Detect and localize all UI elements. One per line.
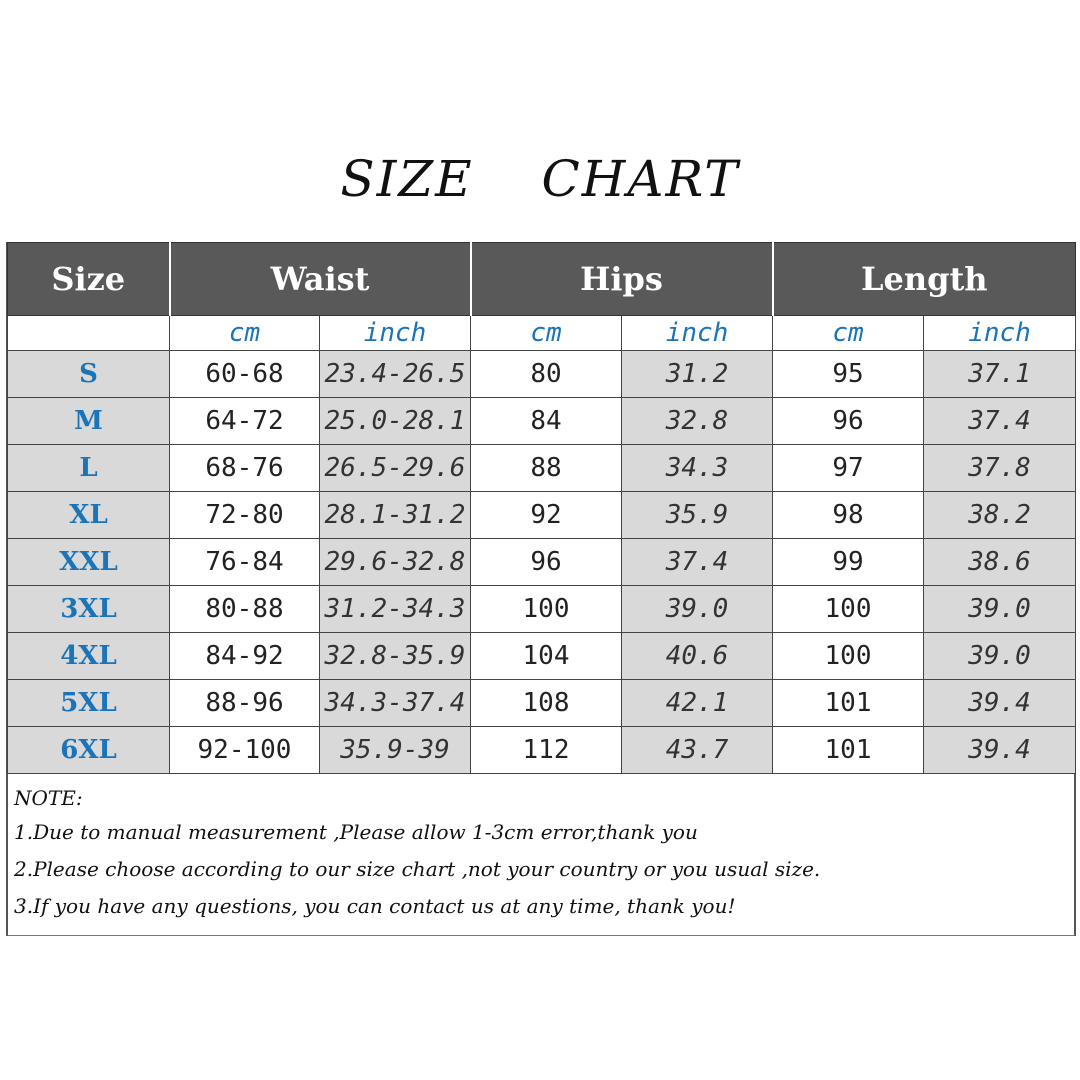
unit-waist-inch: inch [320, 316, 471, 351]
header-waist: Waist [170, 243, 471, 316]
table-row [8, 351, 1076, 398]
size-cell: 5XL [8, 680, 170, 727]
length-cm-cell: 100 [773, 586, 924, 633]
hips-inch-cell: 43.7 [622, 727, 773, 774]
waist-cm-cell: 72-80 [170, 492, 320, 539]
hips-inch-cell: 35.9 [622, 492, 773, 539]
table-row [8, 445, 1076, 492]
length-inch-cell: 39.0 [924, 633, 1076, 680]
waist-inch-cell: 35.9-39 [320, 727, 471, 774]
length-cm-cell: 95 [773, 351, 924, 398]
header-size: Size [8, 243, 170, 316]
header-row [8, 243, 1076, 316]
length-cm-cell: 98 [773, 492, 924, 539]
length-cm-cell: 99 [773, 539, 924, 586]
hips-cm-cell: 104 [471, 633, 622, 680]
size-cell: M [8, 398, 170, 445]
table-body [8, 351, 1076, 774]
waist-inch-cell: 29.6-32.8 [320, 539, 471, 586]
length-cm-cell: 97 [773, 445, 924, 492]
hips-inch-cell: 32.8 [622, 398, 773, 445]
table-row [8, 633, 1076, 680]
unit-waist-cm: cm [170, 316, 320, 351]
size-cell: S [8, 351, 170, 398]
length-inch-cell: 38.2 [924, 492, 1076, 539]
hips-inch-cell: 39.0 [622, 586, 773, 633]
table-row [8, 539, 1076, 586]
waist-cm-cell: 60-68 [170, 351, 320, 398]
hips-inch-cell: 31.2 [622, 351, 773, 398]
table-row [8, 727, 1076, 774]
length-cm-cell: 101 [773, 680, 924, 727]
size-cell: 4XL [8, 633, 170, 680]
hips-inch-cell: 40.6 [622, 633, 773, 680]
hips-cm-cell: 80 [471, 351, 622, 398]
header-hips: Hips [471, 243, 773, 316]
note-item: 3.If you have any questions, you can contact us at any time, thank you! [14, 894, 736, 918]
size-cell: XL [8, 492, 170, 539]
notes-heading: NOTE: [14, 786, 83, 810]
length-inch-cell: 37.8 [924, 445, 1076, 492]
waist-inch-cell: 23.4-26.5 [320, 351, 471, 398]
waist-inch-cell: 32.8-35.9 [320, 633, 471, 680]
waist-cm-cell: 64-72 [170, 398, 320, 445]
waist-inch-cell: 26.5-29.6 [320, 445, 471, 492]
unit-hips-inch: inch [622, 316, 773, 351]
notes-section [7, 774, 1075, 936]
length-cm-cell: 100 [773, 633, 924, 680]
page-title: SIZE CHART [340, 150, 740, 208]
hips-inch-cell: 34.3 [622, 445, 773, 492]
size-cell: 6XL [8, 727, 170, 774]
size-cell: L [8, 445, 170, 492]
waist-cm-cell: 92-100 [170, 727, 320, 774]
waist-inch-cell: 34.3-37.4 [320, 680, 471, 727]
table-row [8, 680, 1076, 727]
waist-cm-cell: 80-88 [170, 586, 320, 633]
unit-length-inch: inch [924, 316, 1076, 351]
hips-cm-cell: 88 [471, 445, 622, 492]
header-length: Length [773, 243, 1076, 316]
length-inch-cell: 39.0 [924, 586, 1076, 633]
hips-cm-cell: 100 [471, 586, 622, 633]
note-item: 2.Please choose according to our size chart ,not your country or you usual size. [14, 857, 821, 881]
units-blank [8, 316, 170, 351]
waist-inch-cell: 25.0-28.1 [320, 398, 471, 445]
length-cm-cell: 96 [773, 398, 924, 445]
units-row [8, 316, 1076, 351]
table-row [8, 398, 1076, 445]
waist-cm-cell: 76-84 [170, 539, 320, 586]
waist-inch-cell: 31.2-34.3 [320, 586, 471, 633]
length-inch-cell: 37.1 [924, 351, 1076, 398]
hips-cm-cell: 108 [471, 680, 622, 727]
waist-inch-cell: 28.1-31.2 [320, 492, 471, 539]
hips-cm-cell: 92 [471, 492, 622, 539]
waist-cm-cell: 88-96 [170, 680, 320, 727]
hips-inch-cell: 37.4 [622, 539, 773, 586]
length-inch-cell: 37.4 [924, 398, 1076, 445]
length-inch-cell: 39.4 [924, 727, 1076, 774]
waist-cm-cell: 68-76 [170, 445, 320, 492]
length-inch-cell: 39.4 [924, 680, 1076, 727]
size-table [7, 242, 1076, 774]
unit-length-cm: cm [773, 316, 924, 351]
size-cell: XXL [8, 539, 170, 586]
hips-cm-cell: 96 [471, 539, 622, 586]
size-chart [6, 242, 1076, 936]
waist-cm-cell: 84-92 [170, 633, 320, 680]
size-cell: 3XL [8, 586, 170, 633]
note-item: 1.Due to manual measurement ,Please allow 1-3cm error,thank you [14, 820, 698, 844]
hips-cm-cell: 112 [471, 727, 622, 774]
table-row [8, 492, 1076, 539]
table-row [8, 586, 1076, 633]
length-cm-cell: 101 [773, 727, 924, 774]
unit-hips-cm: cm [471, 316, 622, 351]
length-inch-cell: 38.6 [924, 539, 1076, 586]
hips-inch-cell: 42.1 [622, 680, 773, 727]
hips-cm-cell: 84 [471, 398, 622, 445]
